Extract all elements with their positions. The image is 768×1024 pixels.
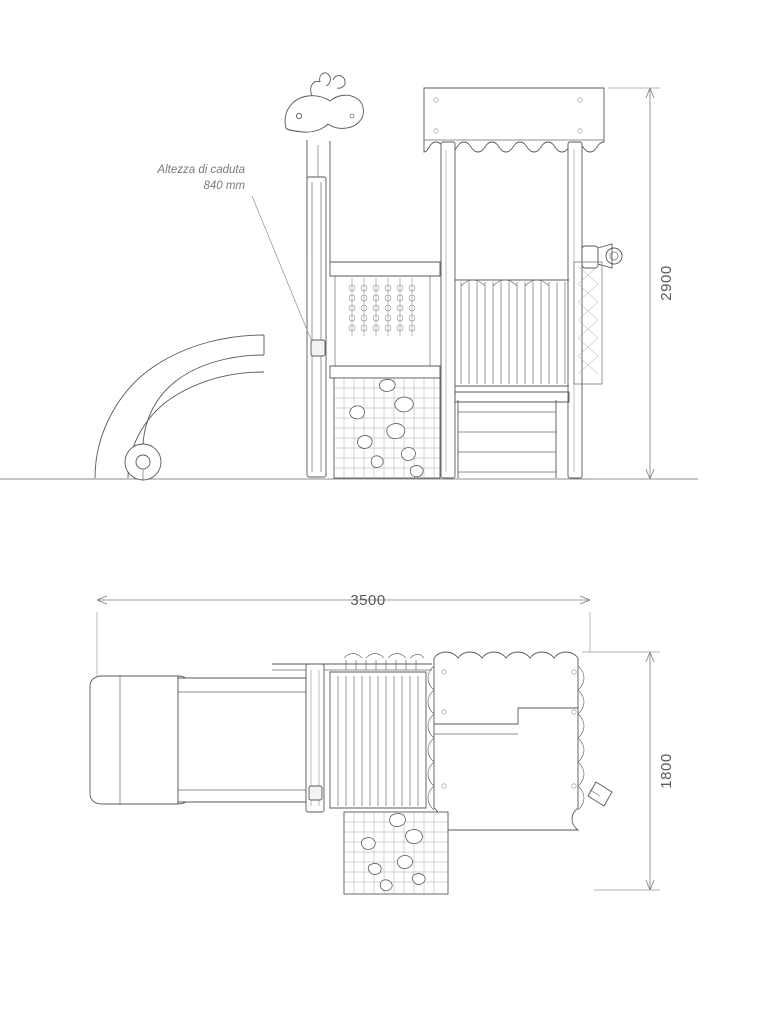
- cloud-panel-side: [428, 652, 612, 830]
- front-elevation-view: [0, 73, 698, 480]
- wave-bench-element: [95, 335, 264, 480]
- dimension-value-2900: 2900: [658, 265, 675, 301]
- dimension-value-1800: 1800: [658, 753, 675, 789]
- tower-balustrade: [455, 280, 569, 402]
- fall-height-note: [156, 164, 312, 342]
- top-rail-side: [272, 654, 432, 671]
- abacus-panel: [349, 278, 415, 336]
- side-elevation-view: [90, 592, 675, 894]
- tower-posts: [441, 142, 582, 478]
- dimension-height-2900: [592, 88, 675, 479]
- climbing-wall-front: [334, 378, 440, 478]
- platform-rail-left: [330, 262, 440, 378]
- slide-side-panel: [307, 177, 326, 477]
- fall-height-line2: 840 mm: [203, 180, 245, 192]
- slide-body-side: [90, 676, 306, 804]
- fall-height-line1: Altezza di caduta: [157, 164, 245, 176]
- dimension-height-1800: [582, 652, 675, 890]
- dimension-value-3500: 3500: [350, 592, 386, 609]
- balustrade-panel-side: [306, 664, 426, 812]
- climbing-wall-side: [344, 812, 448, 894]
- ladder-rungs: [458, 400, 556, 478]
